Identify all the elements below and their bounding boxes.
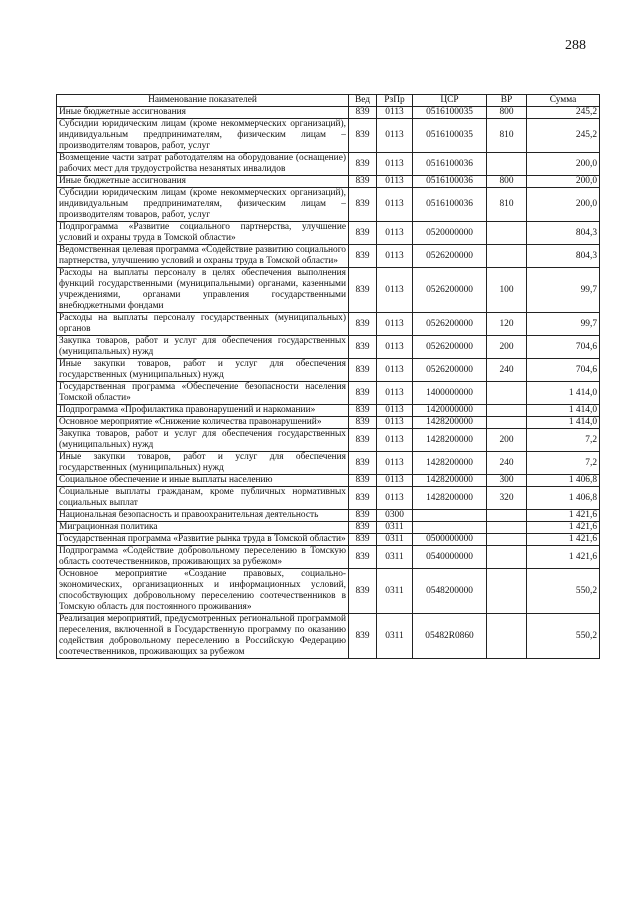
row-sum: 804,3 — [527, 245, 600, 268]
row-rzpr: 0300 — [377, 510, 413, 522]
row-ved: 839 — [349, 107, 377, 119]
row-csr: 0526200000 — [413, 313, 487, 336]
row-csr: 1400000000 — [413, 382, 487, 405]
row-name: Ведомственная целевая программа «Содействие развитию социального партнерства, улучшению условий и охраны труда в Томской области» — [57, 245, 349, 268]
table-row — [57, 245, 600, 268]
row-csr: 0516100036 — [413, 176, 487, 188]
table-row — [57, 429, 600, 452]
row-vr — [487, 417, 527, 429]
table-row — [57, 569, 600, 614]
row-name: Закупка товаров, работ и услуг для обеспечения государственных (муниципальных) нужд — [57, 429, 349, 452]
row-ved: 839 — [349, 417, 377, 429]
row-name: Иные закупки товаров, работ и услуг для обеспечения государственных (муниципальных) нужд — [57, 359, 349, 382]
row-sum: 200,0 — [527, 153, 600, 176]
row-rzpr: 0113 — [377, 452, 413, 475]
table-row — [57, 188, 600, 222]
row-ved: 839 — [349, 487, 377, 510]
row-sum: 200,0 — [527, 188, 600, 222]
row-sum: 1 421,6 — [527, 534, 600, 546]
table-row — [57, 534, 600, 546]
row-ved: 839 — [349, 176, 377, 188]
table-row — [57, 382, 600, 405]
row-ved: 839 — [349, 475, 377, 487]
row-ved: 839 — [349, 359, 377, 382]
table-row — [57, 107, 600, 119]
row-rzpr: 0113 — [377, 382, 413, 405]
row-csr: 1428200000 — [413, 429, 487, 452]
row-vr: 100 — [487, 268, 527, 313]
row-sum: 550,2 — [527, 569, 600, 614]
row-sum: 245,2 — [527, 119, 600, 153]
row-name: Расходы на выплаты персоналу в целях обеспечения выполнения функций государственными (муниципальными) органами, казенными учреждениями, органами управления государственными внебюджетными фондами — [57, 268, 349, 313]
row-rzpr: 0113 — [377, 313, 413, 336]
row-sum: 1 421,6 — [527, 510, 600, 522]
row-ved: 839 — [349, 614, 377, 659]
row-sum: 804,3 — [527, 222, 600, 245]
row-csr: 0526200000 — [413, 359, 487, 382]
row-vr — [487, 614, 527, 659]
row-rzpr: 0113 — [377, 107, 413, 119]
row-name: Подпрограмма «Развитие социального партнерства, улучшение условий и охраны труда в Томской области» — [57, 222, 349, 245]
row-rzpr: 0113 — [377, 359, 413, 382]
row-sum: 7,2 — [527, 452, 600, 475]
row-rzpr: 0113 — [377, 268, 413, 313]
row-ved: 839 — [349, 153, 377, 176]
row-rzpr: 0113 — [377, 336, 413, 359]
row-csr: 0516100036 — [413, 153, 487, 176]
row-name: Основное мероприятие «Создание правовых, социально-экономических, организационных и информационных условий, способствующих добровольному переселению соотечественников в Томскую область для постоянного проживания» — [57, 569, 349, 614]
row-vr: 200 — [487, 429, 527, 452]
row-sum: 1 406,8 — [527, 487, 600, 510]
row-name: Государственная программа «Обеспечение безопасности населения Томской области» — [57, 382, 349, 405]
row-vr: 200 — [487, 336, 527, 359]
row-csr: 1428200000 — [413, 417, 487, 429]
row-rzpr: 0311 — [377, 569, 413, 614]
row-vr — [487, 222, 527, 245]
row-vr: 120 — [487, 313, 527, 336]
row-csr — [413, 522, 487, 534]
row-ved: 839 — [349, 222, 377, 245]
row-rzpr: 0113 — [377, 176, 413, 188]
row-ved: 839 — [349, 313, 377, 336]
row-name: Подпрограмма «Содействие добровольному переселению в Томскую область соотечественников, проживающих за рубежом» — [57, 546, 349, 569]
row-ved: 839 — [349, 268, 377, 313]
table-row — [57, 475, 600, 487]
table-row — [57, 452, 600, 475]
row-vr — [487, 569, 527, 614]
row-csr: 0516100035 — [413, 107, 487, 119]
table-row — [57, 222, 600, 245]
page-number: 288 — [565, 38, 586, 53]
row-vr: 240 — [487, 452, 527, 475]
header-name: Наименование показателей — [57, 95, 349, 107]
row-vr — [487, 405, 527, 417]
row-csr: 1428200000 — [413, 475, 487, 487]
row-ved: 839 — [349, 546, 377, 569]
row-csr: 0526200000 — [413, 245, 487, 268]
row-vr: 810 — [487, 119, 527, 153]
row-ved: 839 — [349, 510, 377, 522]
row-vr — [487, 510, 527, 522]
row-vr — [487, 153, 527, 176]
row-name: Иные бюджетные ассигнования — [57, 176, 349, 188]
row-vr: 800 — [487, 176, 527, 188]
row-rzpr: 0113 — [377, 405, 413, 417]
row-vr — [487, 534, 527, 546]
row-csr: 1428200000 — [413, 452, 487, 475]
row-vr — [487, 522, 527, 534]
budget-table — [56, 94, 600, 659]
row-ved: 839 — [349, 405, 377, 417]
row-rzpr: 0311 — [377, 534, 413, 546]
row-vr — [487, 382, 527, 405]
table-row — [57, 546, 600, 569]
row-vr — [487, 245, 527, 268]
row-sum: 1 414,0 — [527, 382, 600, 405]
table-row — [57, 487, 600, 510]
row-sum: 1 406,8 — [527, 475, 600, 487]
row-ved: 839 — [349, 569, 377, 614]
table-row — [57, 268, 600, 313]
row-rzpr: 0311 — [377, 546, 413, 569]
row-name: Субсидии юридическим лицам (кроме некоммерческих организаций), индивидуальным предпринимателям, физическим лицам – производителям товаров, работ, услуг — [57, 188, 349, 222]
row-name: Основное мероприятие «Снижение количества правонарушений» — [57, 417, 349, 429]
row-name: Национальная безопасность и правоохранительная деятельность — [57, 510, 349, 522]
row-csr: 1428200000 — [413, 487, 487, 510]
table-row — [57, 522, 600, 534]
row-ved: 839 — [349, 429, 377, 452]
row-rzpr: 0311 — [377, 614, 413, 659]
row-vr — [487, 546, 527, 569]
row-sum: 704,6 — [527, 336, 600, 359]
row-sum: 1 414,0 — [527, 417, 600, 429]
row-ved: 839 — [349, 245, 377, 268]
row-ved: 839 — [349, 382, 377, 405]
row-sum: 1 421,6 — [527, 546, 600, 569]
header-vr: ВР — [487, 95, 527, 107]
table-row — [57, 119, 600, 153]
table-row — [57, 153, 600, 176]
table-row — [57, 510, 600, 522]
row-rzpr: 0113 — [377, 153, 413, 176]
row-sum: 7,2 — [527, 429, 600, 452]
row-name: Закупка товаров, работ и услуг для обеспечения государственных (муниципальных) нужд — [57, 336, 349, 359]
row-csr: 0520000000 — [413, 222, 487, 245]
row-sum: 99,7 — [527, 313, 600, 336]
row-vr: 320 — [487, 487, 527, 510]
row-rzpr: 0113 — [377, 475, 413, 487]
row-rzpr: 0113 — [377, 222, 413, 245]
row-csr: 0516100036 — [413, 188, 487, 222]
row-rzpr: 0113 — [377, 188, 413, 222]
row-sum: 245,2 — [527, 107, 600, 119]
row-rzpr: 0113 — [377, 119, 413, 153]
row-csr: 0540000000 — [413, 546, 487, 569]
row-name: Иные бюджетные ассигнования — [57, 107, 349, 119]
row-csr: 0516100035 — [413, 119, 487, 153]
row-csr: 0500000000 — [413, 534, 487, 546]
row-name: Подпрограмма «Профилактика правонарушений и наркомании» — [57, 405, 349, 417]
row-csr: 0526200000 — [413, 336, 487, 359]
table-row — [57, 336, 600, 359]
table-row — [57, 313, 600, 336]
row-ved: 839 — [349, 119, 377, 153]
row-vr: 300 — [487, 475, 527, 487]
row-vr: 810 — [487, 188, 527, 222]
row-ved: 839 — [349, 522, 377, 534]
row-sum: 200,0 — [527, 176, 600, 188]
row-sum: 1 414,0 — [527, 405, 600, 417]
row-sum: 550,2 — [527, 614, 600, 659]
row-vr: 800 — [487, 107, 527, 119]
row-ved: 839 — [349, 188, 377, 222]
row-ved: 839 — [349, 452, 377, 475]
table-row — [57, 176, 600, 188]
row-name: Расходы на выплаты персоналу государственных (муниципальных) органов — [57, 313, 349, 336]
row-csr: 0548200000 — [413, 569, 487, 614]
row-name: Государственная программа «Развитие рынка труда в Томской области» — [57, 534, 349, 546]
row-ved: 839 — [349, 336, 377, 359]
row-rzpr: 0113 — [377, 417, 413, 429]
row-name: Иные закупки товаров, работ и услуг для обеспечения государственных (муниципальных) нужд — [57, 452, 349, 475]
table-row — [57, 417, 600, 429]
header-rzpr: РзПр — [377, 95, 413, 107]
row-rzpr: 0113 — [377, 245, 413, 268]
header-sum: Сумма — [527, 95, 600, 107]
row-rzpr: 0311 — [377, 522, 413, 534]
header-csr: ЦСР — [413, 95, 487, 107]
row-csr — [413, 510, 487, 522]
row-name: Социальное обеспечение и иные выплаты населению — [57, 475, 349, 487]
table-row — [57, 359, 600, 382]
header-ved: Вед — [349, 95, 377, 107]
table-header-row — [57, 95, 600, 107]
row-name: Миграционная политика — [57, 522, 349, 534]
row-rzpr: 0113 — [377, 429, 413, 452]
row-sum: 704,6 — [527, 359, 600, 382]
row-name: Возмещение части затрат работодателям на оборудование (оснащение) рабочих мест для трудоустройства незанятых инвалидов — [57, 153, 349, 176]
table-body — [57, 107, 600, 659]
table-row — [57, 614, 600, 659]
row-vr: 240 — [487, 359, 527, 382]
row-sum: 99,7 — [527, 268, 600, 313]
table-row — [57, 405, 600, 417]
row-ved: 839 — [349, 534, 377, 546]
row-name: Реализация мероприятий, предусмотренных региональной программой переселения, включенной в Государственную программу по оказанию содействия добровольному переселению в Российскую Федерацию соотечественников, проживающих за рубежом — [57, 614, 349, 659]
row-rzpr: 0113 — [377, 487, 413, 510]
row-name: Социальные выплаты гражданам, кроме публичных нормативных социальных выплат — [57, 487, 349, 510]
row-sum: 1 421,6 — [527, 522, 600, 534]
row-csr: 1420000000 — [413, 405, 487, 417]
row-csr: 05482R0860 — [413, 614, 487, 659]
row-csr: 0526200000 — [413, 268, 487, 313]
row-name: Субсидии юридическим лицам (кроме некоммерческих организаций), индивидуальным предпринимателям, физическим лицам – производителям товаров, работ, услуг — [57, 119, 349, 153]
